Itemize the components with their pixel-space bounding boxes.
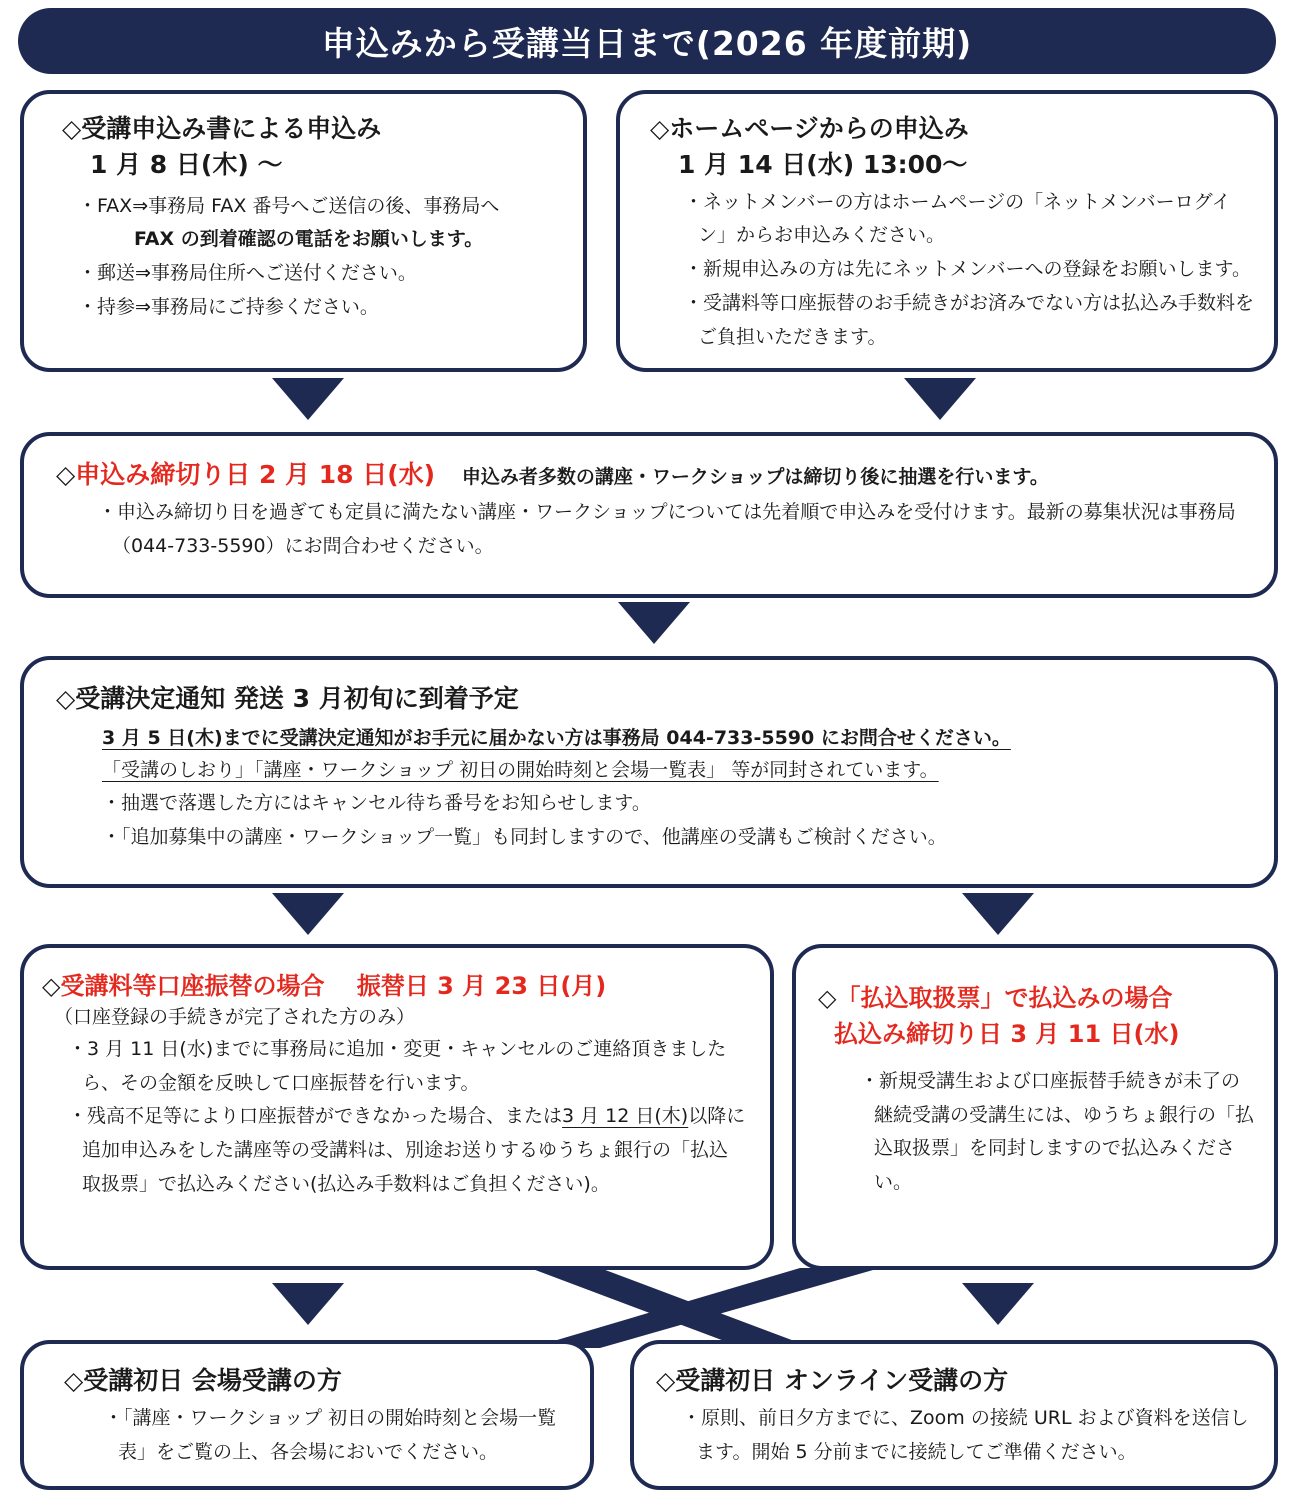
arrow-down-icon <box>962 893 1034 935</box>
slip-deadline: 払込み締切り日 3 月 11 日(水) <box>834 1020 1180 1049</box>
list-item: ・抽選で落選した方にはキャンセル待ち番号をお知らせします。 <box>102 792 651 815</box>
arrow-down-icon <box>272 893 344 935</box>
deadline-note: 申込み者多数の講座・ワークショップは締切り後に抽選を行います。 <box>461 466 1049 488</box>
deadline-title: 申込み締切り日 2 月 18 日(水) <box>75 460 436 489</box>
transfer-sub: （口座登録の手続きが完了された方のみ） <box>54 1006 416 1029</box>
list-item: ・3 月 11 日(水)までに事務局に追加・変更・キャンセルのご連絡頂きましたら、その金額を反映して口座振替を行います。 <box>68 1037 727 1094</box>
deadline-prefix: ◇ <box>56 460 76 489</box>
venue-box <box>20 1340 594 1490</box>
arrow-down-icon <box>962 1283 1034 1325</box>
form-apply-title: ◇受講申込み書による申込み <box>62 114 382 143</box>
transfer-item2-a: ・残高不足等により口座振替ができなかった場合、または <box>68 1105 563 1128</box>
transfer-prefix: ◇ <box>42 972 61 1000</box>
form-apply-box <box>20 90 587 372</box>
transfer-item2-b: 以降に追加申込みをした講座等の受講料は、別途お送りするゆうちょ銀行の「払込取扱票」で払込みください(払込み手数料はご負担ください)。 <box>82 1105 746 1196</box>
transfer-box <box>20 944 774 1270</box>
form-apply-date: 1 月 8 日(木) ～ <box>90 149 283 179</box>
list-item: ・「講座・ワークショップ 初日の開始時刻と会場一覧表」をご覧の上、各会場においでください。 <box>104 1406 557 1463</box>
notice-line: 3 月 5 日(木)までに受講決定通知がお手元に届かない方は事務局 044-733-5590 にお問合せください。 <box>102 726 1011 749</box>
list-item: ・申込み締切り日を過ぎても定員に満たない講座・ワークショップについては先着順で申込みを受付けます。最新の募集状況は事務局（044-733-5590）にお問合わせください。 <box>98 500 1236 557</box>
notice-title: ◇受講決定通知 発送 3 月初旬に到着予定 <box>56 684 519 713</box>
web-apply-box <box>616 90 1278 372</box>
list-item: ・FAX⇒事務局 FAX 番号へご送信の後、事務局へ <box>78 194 500 217</box>
list-item: ・新規受講生および口座振替手続きが未了の継続受講の受講生には、ゆうちょ銀行の「払込取扱票」を同封しますので払込みください。 <box>860 1069 1255 1194</box>
list-item: ・受講料等口座振替のお手続きがお済みでない方は払込み手数料をご負担いただきます。 <box>684 291 1255 348</box>
arrow-down-icon <box>618 602 690 644</box>
list-item: FAX の到着確認の電話をお願いします。 <box>134 228 484 251</box>
deadline-box <box>20 432 1278 598</box>
slip-box <box>792 944 1278 1270</box>
notice-line: 「受講のしおり」「講座・ワークショップ 初日の開始時刻と会場一覧表」 等が同封されています。 <box>102 759 939 782</box>
list-item: ・郵送⇒事務局住所へご送付ください。 <box>78 262 417 285</box>
online-title: ◇受講初日 オンライン受講の方 <box>656 1366 1009 1395</box>
list-item: ・原則、前日夕方までに、Zoom の接続 URL および資料を送信します。開始 5 分前までに接続してご準備ください。 <box>682 1406 1249 1463</box>
arrow-down-icon <box>904 378 976 420</box>
notice-box <box>20 656 1278 888</box>
slip-title: 「払込取扱票」で払込みの場合 <box>836 984 1173 1012</box>
venue-title: ◇受講初日 会場受講の方 <box>64 1366 342 1395</box>
list-item: ・ネットメンバーの方はホームページの「ネットメンバーログイン」からお申込みください。 <box>684 190 1231 247</box>
transfer-item2-date: 3 月 12 日(木) <box>562 1105 689 1128</box>
slip-prefix: ◇ <box>818 984 837 1012</box>
list-item <box>42 1100 746 1201</box>
list-item: ・「追加募集中の講座・ワークショップ一覧」も同封しますので、他講座の受講もご検討ください。 <box>102 825 947 848</box>
web-apply-title: ◇ホームページからの申込み <box>650 114 969 143</box>
online-box <box>630 1340 1278 1490</box>
arrow-down-icon <box>272 1283 344 1325</box>
page-title: 申込みから受講当日まで(2026 年度前期) <box>18 8 1276 74</box>
transfer-title: 受講料等口座振替の場合 振替日 3 月 23 日(月) <box>60 972 607 1000</box>
list-item: ・持参⇒事務局にご持参ください。 <box>78 295 379 318</box>
list-item: ・新規申込みの方は先にネットメンバーへの登録をお願いします。 <box>684 258 1251 281</box>
web-apply-date: 1 月 14 日(水) 13:00～ <box>678 149 968 179</box>
arrow-down-icon <box>272 378 344 420</box>
